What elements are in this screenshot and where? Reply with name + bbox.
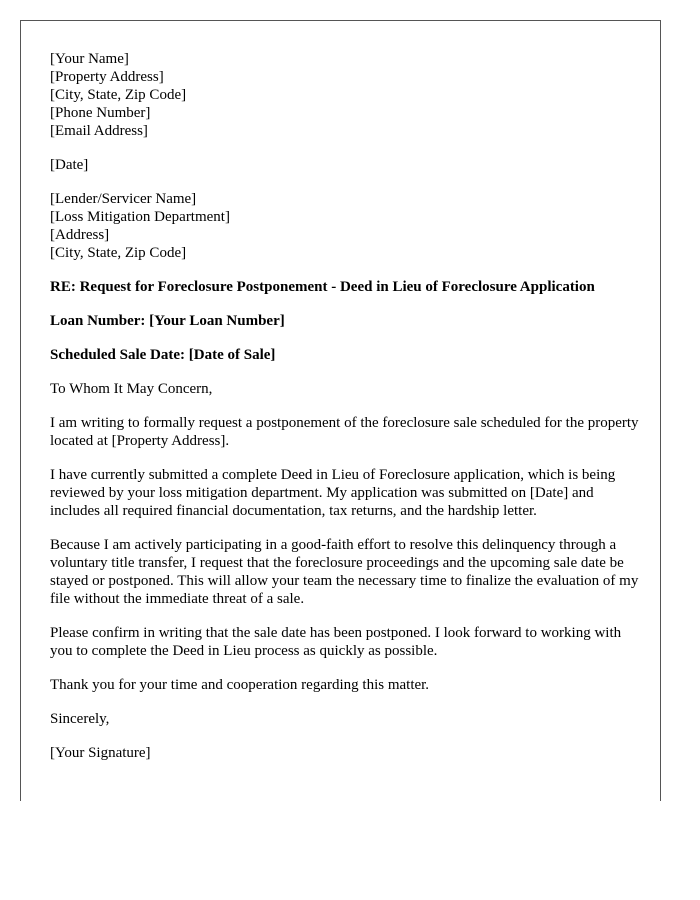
subject-line: RE: Request for Foreclosure Postponement - Deed in Lieu of Foreclosure Application xyxy=(50,279,595,295)
recipient-name: [Lender/Servicer Name] xyxy=(50,191,197,207)
sender-city: [City, State, Zip Code] xyxy=(50,87,187,103)
letter-content xyxy=(50,50,640,778)
body-paragraph-3: Because I am actively participating in a good-faith effort to resolve this delinquency through a voluntary title transfer, I request that the foreclosure proceedings and the upcoming sale date be stayed or postponed. This will allow your team the necessary time to finalize the evaluation of my file without the immediate threat of a sale. xyxy=(50,537,639,607)
salutation: To Whom It May Concern, xyxy=(50,381,213,397)
sender-address: [Property Address] xyxy=(50,69,164,85)
body-paragraph-4: Please confirm in writing that the sale date has been postponed. I look forward to working with you to complete the Deed in Lieu process as quickly as possible. xyxy=(50,625,622,659)
sender-block xyxy=(50,50,640,140)
signature: [Your Signature] xyxy=(50,745,151,761)
sender-email: [Email Address] xyxy=(50,123,148,139)
letter-page xyxy=(20,20,661,801)
sender-phone: [Phone Number] xyxy=(50,105,151,121)
body-paragraph-1: I am writing to formally request a postponement of the foreclosure sale scheduled for the property located at [Property Address]. xyxy=(50,415,639,449)
recipient-department: [Loss Mitigation Department] xyxy=(50,209,230,225)
sender-name: [Your Name] xyxy=(50,51,129,67)
body-paragraph-5: Thank you for your time and cooperation regarding this matter. xyxy=(50,677,430,693)
recipient-address: [Address] xyxy=(50,227,110,243)
closing: Sincerely, xyxy=(50,711,110,727)
sale-date: Scheduled Sale Date: [Date of Sale] xyxy=(50,347,276,363)
loan-number: Loan Number: [Your Loan Number] xyxy=(50,313,285,329)
recipient-block xyxy=(50,190,640,262)
body-paragraph-2: I have currently submitted a complete Deed in Lieu of Foreclosure application, which is being reviewed by your loss mitigation department. My application was submitted on [Date] and includes all required financial documentation, tax returns, and the hardship letter. xyxy=(50,467,616,519)
date-block xyxy=(50,156,640,174)
recipient-city: [City, State, Zip Code] xyxy=(50,245,187,261)
letter-date: [Date] xyxy=(50,157,89,173)
